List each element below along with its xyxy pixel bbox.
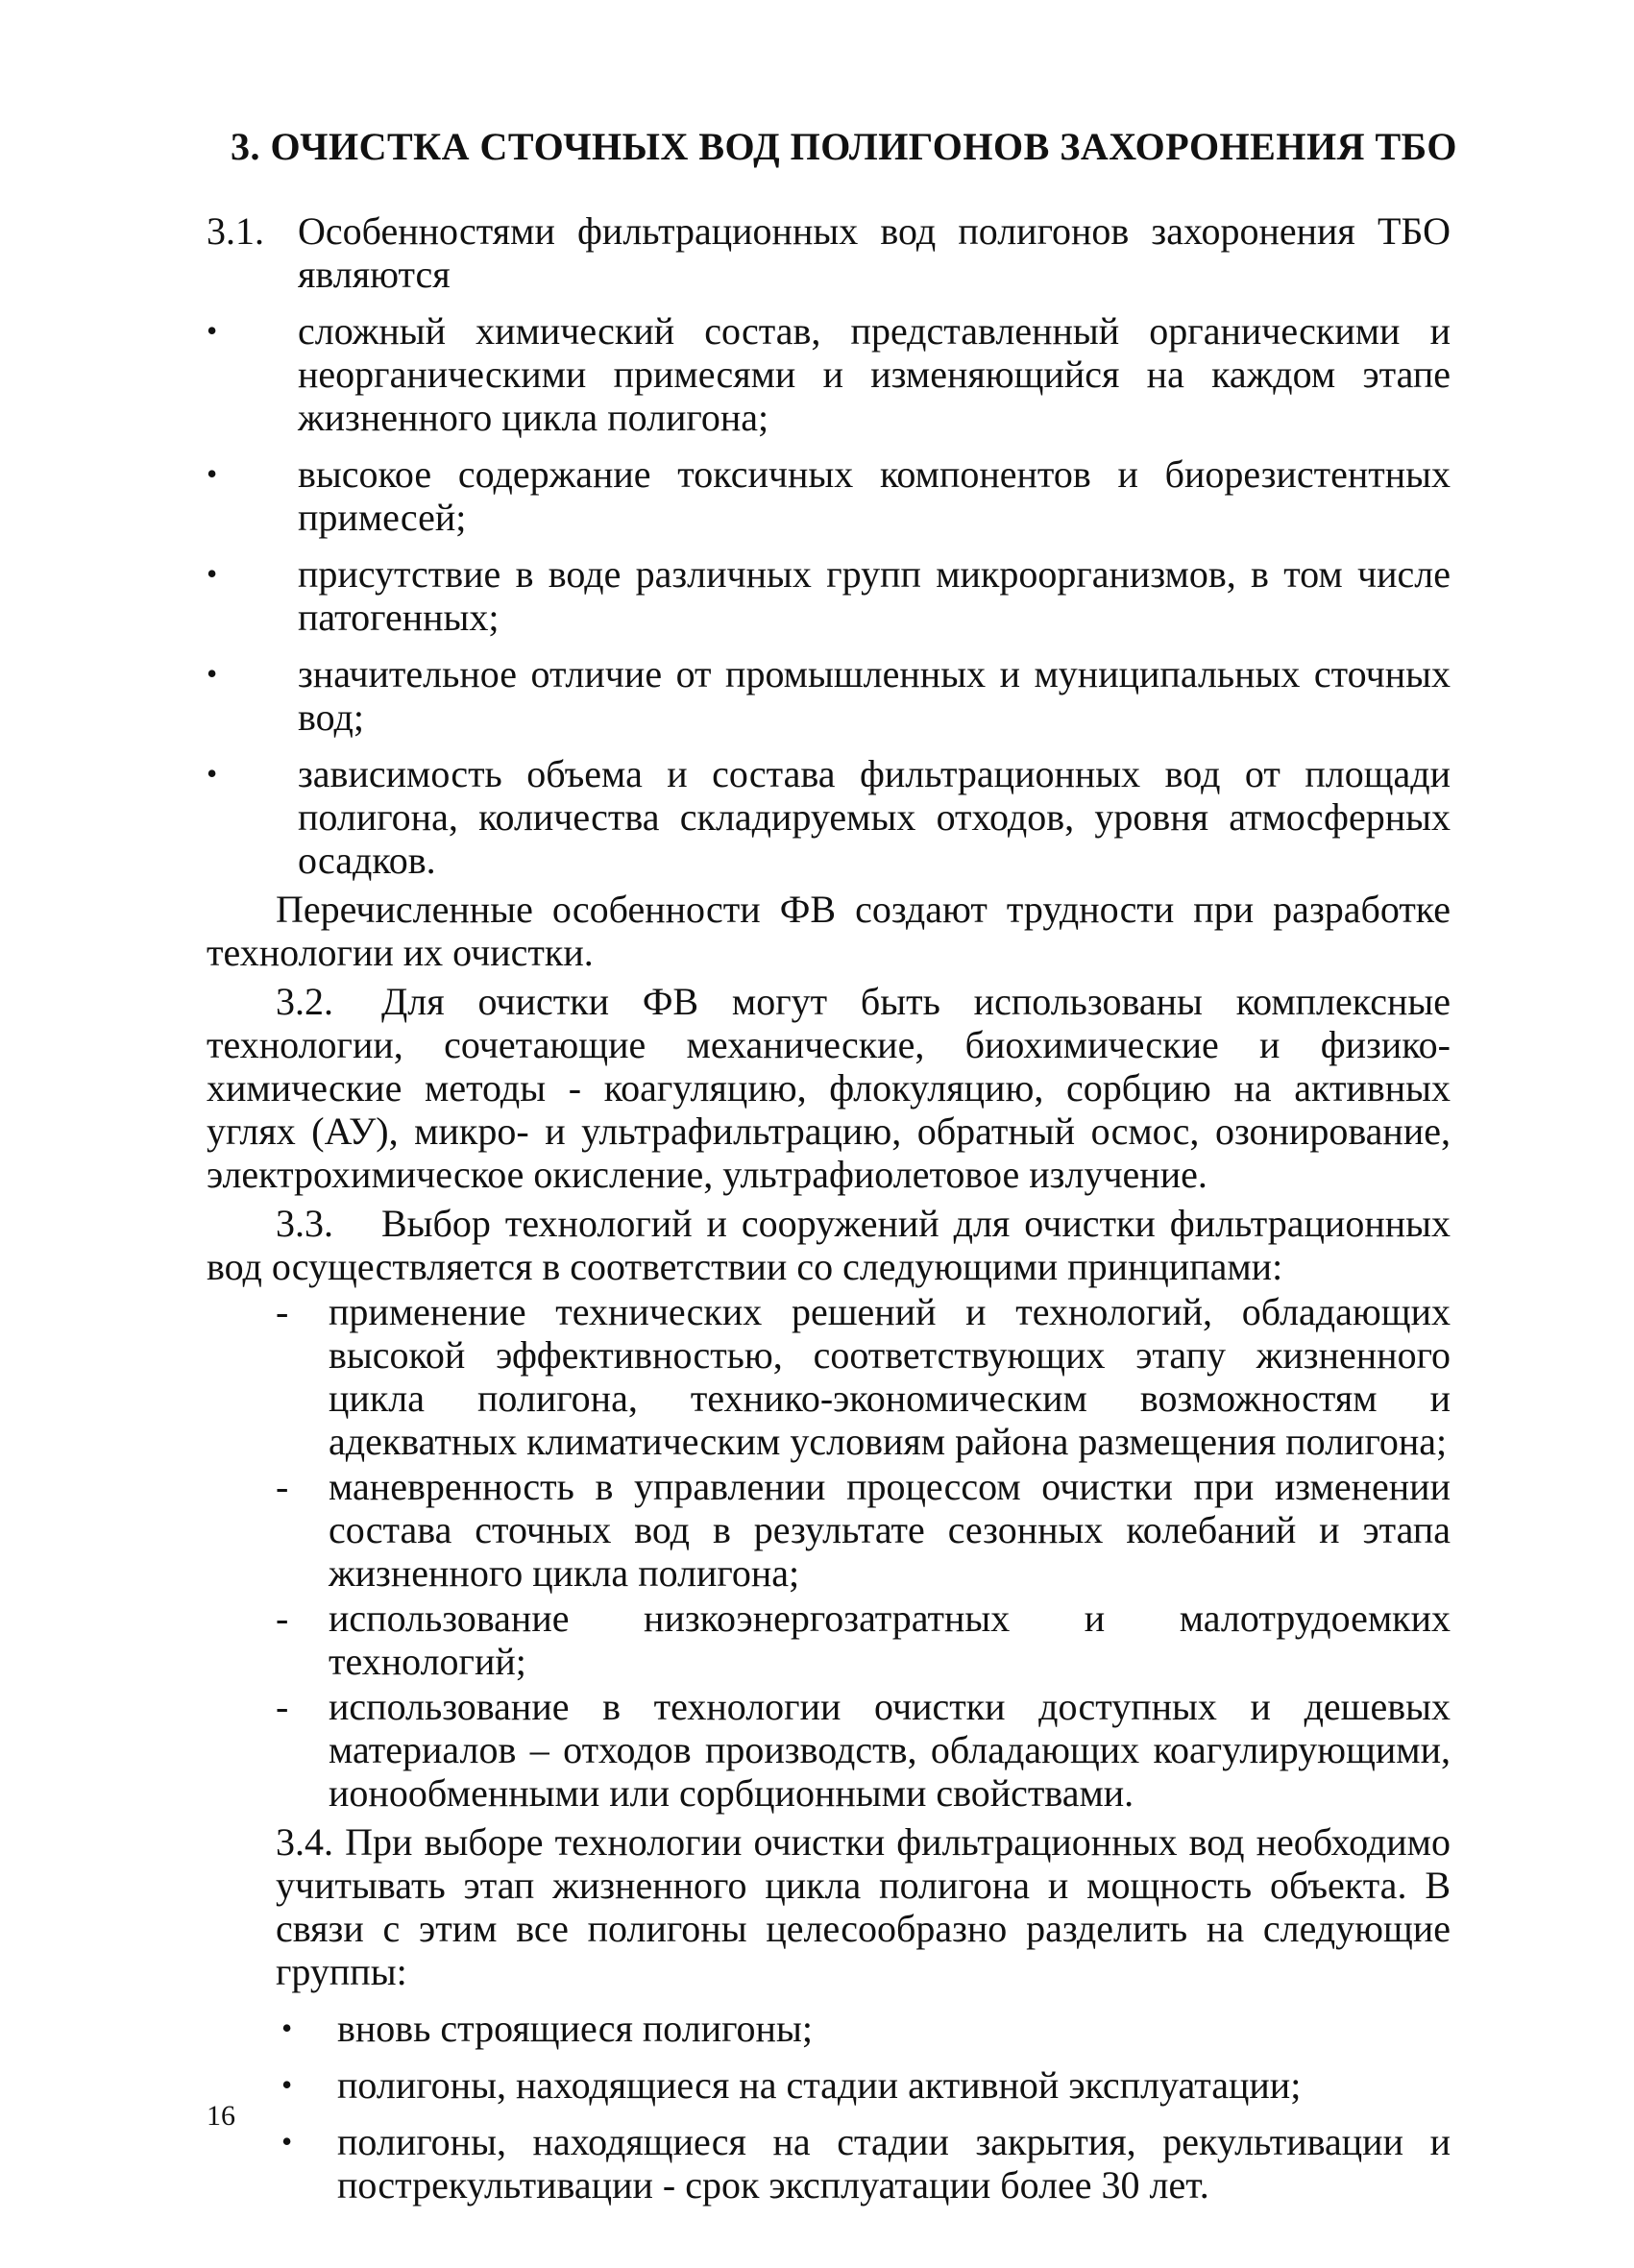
paragraph-number: 3.2.	[276, 980, 333, 1023]
bullet-icon: •	[207, 313, 218, 348]
list-item	[207, 1465, 1451, 1595]
list-item-text: сложный химический состав, представленный органическими и неорганическими примесями и изменяющийся на каждом этапе жизненного цикла полигона;	[298, 309, 1451, 439]
bullet-icon: •	[207, 456, 218, 491]
list-item-text: полигоны, находящиеся на стадии закрытия, рекультивации и пострекультивации - срок эксплуатации более 30 лет.	[337, 2120, 1451, 2207]
dash-marker: -	[276, 1290, 289, 1333]
paragraph-3-1	[207, 209, 1451, 296]
page-number: 16	[207, 2100, 235, 2132]
paragraph-number: 3.1.	[207, 209, 264, 253]
list-item	[207, 309, 1451, 439]
paragraph-text: Выбор технологий и сооружений для очистки фильтрационных вод осуществляется в соответствии со следующими принципами:	[207, 1202, 1451, 1288]
list-item	[207, 2120, 1451, 2207]
list-item	[207, 2007, 1451, 2050]
list-item-text: использование в технологии очистки доступных и дешевых материалов – отходов производств, обладающих коагулирующими, ионообменными или сорбционными свойствами.	[329, 1685, 1451, 1815]
dash-marker: -	[276, 1465, 289, 1508]
paragraph-3-3	[207, 1202, 1451, 1288]
list-item-text: зависимость объема и состава фильтрационных вод от площади полигона, количества складируемых отходов, уровня атмосферных осадков.	[298, 752, 1451, 882]
list-item	[207, 552, 1451, 639]
bullet-icon: •	[207, 556, 218, 591]
paragraph-3-2	[207, 980, 1451, 1196]
list-item	[207, 2063, 1451, 2107]
paragraph-text: Особенностями фильтрационных вод полигонов захоронения ТБО являются	[298, 209, 1451, 296]
dash-marker: -	[276, 1685, 289, 1728]
paragraph-number: 3.3.	[276, 1202, 333, 1245]
list-item-text: высокое содержание токсичных компонентов и биорезистентных примесей;	[298, 452, 1451, 539]
list-item	[207, 452, 1451, 539]
bullet-icon: •	[281, 2011, 293, 2045]
dash-marker: -	[276, 1597, 289, 1640]
list-item-text: присутствие в воде различных групп микроорганизмов, в том числе патогенных;	[298, 552, 1451, 639]
section-title: 3. ОЧИСТКА СТОЧНЫХ ВОД ПОЛИГОНОВ ЗАХОРОНЕНИЯ ТБО	[231, 125, 1457, 168]
paragraph-text: Для очистки ФВ могут быть использованы комплексные технологии, сочетающие механические, биохимические и физико-химические методы - коагуляцию, флокуляцию, сорбцию на активных углях (АУ), микро- и ультрафильтрацию, обратный осмос, озонирование, электрохимическое окисление, ультрафиолетовое излучение.	[207, 980, 1451, 1196]
list-item	[207, 1597, 1451, 1683]
list-item-text: значительное отличие от промышленных и муниципальных сточных вод;	[298, 652, 1451, 739]
bullet-icon: •	[281, 2124, 293, 2158]
list-item	[207, 652, 1451, 739]
list-item-text: полигоны, находящиеся на стадии активной эксплуатации;	[337, 2063, 1302, 2107]
paragraph-3-4: 3.4. При выборе технологии очистки фильтрационных вод необходимо учитывать этап жизненного цикла полигона и мощность объекта. В связи с этим все полигоны целесообразно разделить на следующие группы:	[276, 1820, 1451, 1993]
list-item-text: маневренность в управлении процессом очистки при изменении состава сточных вод в результате сезонных колебаний и этапа жизненного цикла полигона;	[329, 1465, 1451, 1595]
list-item	[207, 752, 1451, 882]
list-item-text: использование низкоэнергозатратных и малотрудоемких технологий;	[329, 1597, 1451, 1683]
list-item-text: вновь строящиеся полигоны;	[337, 2007, 813, 2050]
list-item	[207, 1685, 1451, 1815]
list-item	[207, 1290, 1451, 1463]
section-content	[207, 209, 1451, 2207]
bullet-icon: •	[207, 656, 218, 691]
bullet-icon: •	[281, 2067, 293, 2102]
list-item-text: применение технических решений и технологий, обладающих высокой эффективностью, соответствующих этапу жизненного цикла полигона, технико-экономическим возможностям и адекватных климатическим условиям района размещения полигона;	[329, 1290, 1451, 1463]
paragraph-summary: Перечисленные особенности ФВ создают трудности при разработке технологии их очистки.	[207, 888, 1451, 974]
bullet-icon: •	[207, 756, 218, 791]
